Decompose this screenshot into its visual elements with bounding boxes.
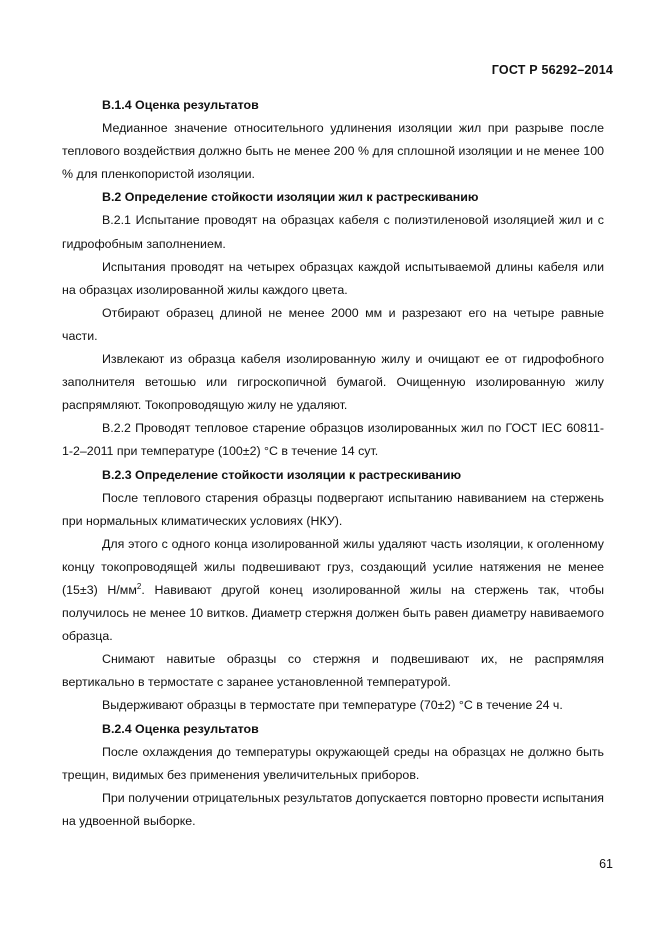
tension-text-start: Для этого с одного конца изолированной жилы удаляют часть изоляции, к оголенному концу токопроводящей жилы подвешивают груз, создающий усилие натяжения не менее (15±3) Н/мм — [62, 536, 604, 597]
paragraph-sample-length: Отбирают образец длиной не менее 2000 мм и разрезают его на четыре равные части. — [62, 305, 604, 343]
paragraph-elongation-median: Медианное значение относительного удлинения изоляции жил при разрыве после теплового воздействия должно быть не менее 200 % для сплошной изоляции и не менее 100 % для пленкопористой изоляции. — [62, 121, 604, 182]
paragraph-remove-samples: Снимают навитые образцы со стержня и подвешивают их, не распрямляя вертикально в термостате с заранее установленной температурой. — [62, 652, 604, 690]
paragraph-tension-procedure — [62, 533, 604, 648]
paragraph-extract-core: Извлекают из образца кабеля изолированную жилу и очищают ее от гидрофобного заполнителя ветошью или гигроскопичной бумагой. Очищенную изолированную жилу распрямляют. Токопроводящую жилу не удаляют. — [62, 352, 604, 413]
paragraph-winding-test: После теплового старения образцы подвергают испытанию навиванием на стержень при нормальных климатических условиях (НКУ). — [62, 490, 604, 528]
section-heading-b-2: В.2 Определение стойкости изоляции жил к растрескиванию — [102, 190, 479, 205]
superscript-two: 2 — [136, 581, 142, 591]
section-heading-b-1-4: В.1.4 Оценка результатов — [102, 98, 259, 112]
section-heading-b-2-3: В.2.3 Определение стойкости изоляции к растрескиванию — [102, 467, 462, 482]
paragraph-no-cracks: После охлаждения до температуры окружающей среды на образцах не должно быть трещин, видимых без применения увеличительных приборов. — [62, 744, 604, 782]
paragraph-b-2-1: В.2.1 Испытание проводят на образцах кабеля с полиэтиленовой изоляцией жил и с гидрофобным заполнением. — [62, 213, 604, 251]
paragraph-b-2-2: В.2.2 Проводят тепловое старение образцов изолированных жил по ГОСТ IEC 60811-1-2–2011 при температуре (100±2) °С в течение 14 сут. — [62, 421, 604, 459]
page-number: 61 — [599, 857, 613, 871]
paragraph-retest: При получении отрицательных результатов допускается повторно провести испытания на удвоенной выборке. — [62, 790, 604, 828]
section-heading-b-2-4: В.2.4 Оценка результатов — [102, 721, 259, 736]
tension-text-tail: . Навивают другой конец изолированной жилы на стержень так, чтобы получилось не менее 10 витков. Диаметр стержня должен быть равен диаметру навиваемого образца. — [62, 582, 604, 644]
paragraph-thermostat: Выдерживают образцы в термостате при температуре (70±2) °С в течение 24 ч. — [102, 698, 563, 713]
document-body — [62, 94, 604, 833]
document-standard-header: ГОСТ Р 56292–2014 — [491, 63, 613, 77]
paragraph-four-samples: Испытания проводят на четырех образцах каждой испытываемой длины кабеля или на образцах изолированной жилы каждого цвета. — [62, 259, 604, 297]
